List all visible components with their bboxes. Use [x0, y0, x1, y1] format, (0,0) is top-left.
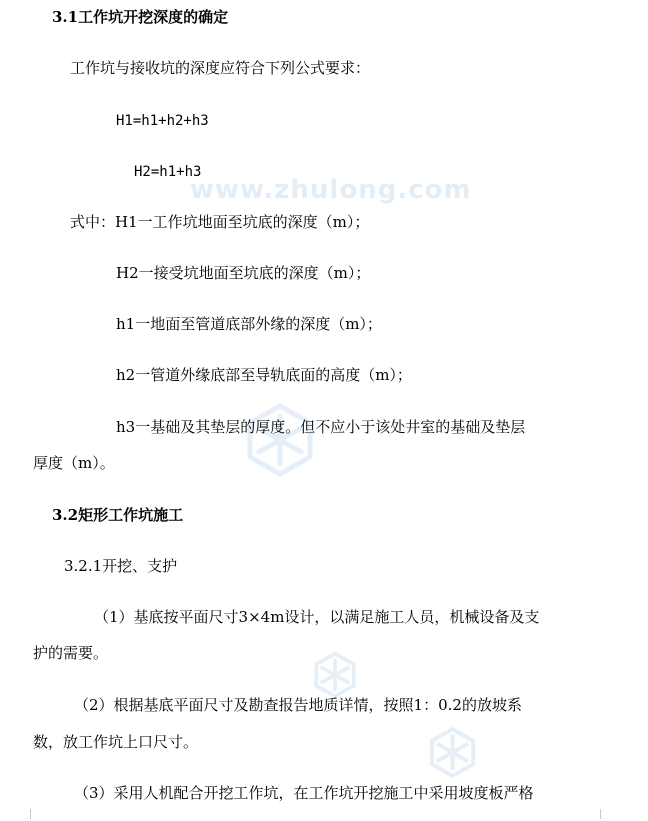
page-corner-mark: [600, 809, 611, 819]
list-item-1-continued: 护的需要。: [33, 644, 109, 662]
definition-h2: H2一接受坑地面至坑底的深度（m）；: [116, 264, 371, 282]
definition-h1-lower: h1一地面至管道底部外缘的深度（m）；: [116, 315, 382, 333]
sub-heading: 3.2.1开挖、支护: [64, 557, 178, 575]
formula-h2: H2=h1+h3: [134, 164, 202, 180]
list-item-1: （1）基底按平面尺寸3×4m设计，以满足施工人员，机械设备及支: [94, 608, 540, 626]
definition-h1: 式中：H1一工作坑地面至坑底的深度（m）；: [70, 213, 370, 231]
watermark-text: www.zhulong.com: [190, 175, 472, 205]
page-corner-mark: [20, 809, 31, 819]
formula-h1: H1=h1+h2+h3: [116, 113, 209, 129]
list-item-3: （3）采用人机配合开挖工作坑，在工作坑开挖施工中采用坡度板严格: [74, 784, 534, 802]
section-heading: 3.1工作坑开挖深度的确定: [52, 8, 229, 26]
definition-h3-continued: 厚度（m）。: [33, 454, 115, 472]
list-item-2: （2）根据基底平面尺寸及勘查报告地质详情，按照1：0.2的放坡系: [74, 696, 522, 714]
paragraph-intro: 工作坑与接收坑的深度应符合下列公式要求：: [70, 59, 371, 77]
watermark-snowflake-icon: [425, 725, 480, 780]
definition-h3: h3一基础及其垫层的厚度。但不应小于该处井室的基础及垫层: [116, 418, 526, 436]
section-heading: 3.2矩形工作坑施工: [52, 506, 184, 524]
list-item-2-continued: 数，放工作坑上口尺寸。: [33, 733, 199, 751]
definition-h2-lower: h2一管道外缘底部至导轨底面的高度（m）；: [116, 366, 412, 384]
watermark-snowflake-icon: [240, 400, 320, 480]
watermark-snowflake-icon: [310, 650, 360, 700]
